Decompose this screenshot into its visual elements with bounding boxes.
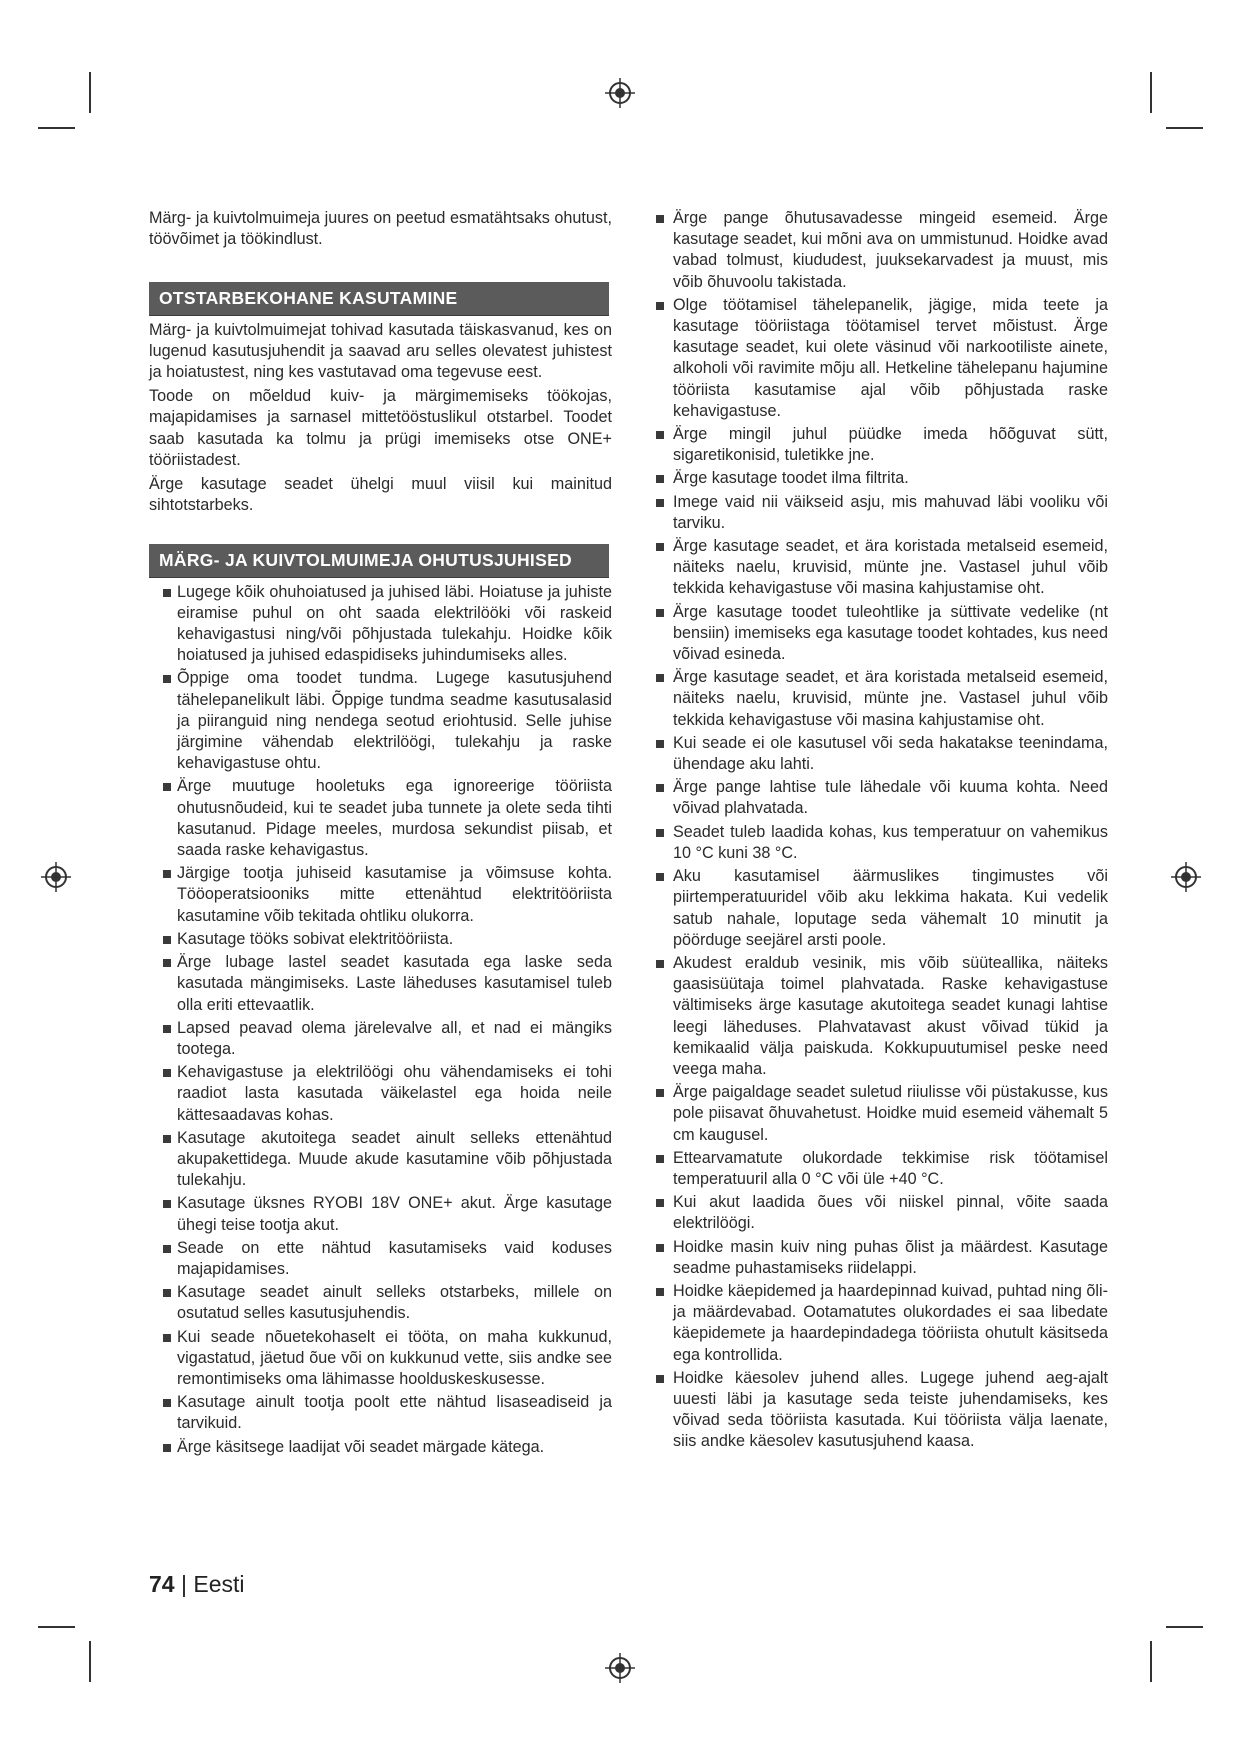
list-item: Lugege kõik ohuhoiatused ja juhised läbi. Hoiatuse ja juhiste eiramise puhul on oht saada elektrilööki või raskeid kehavigastusi ning/või põhjustada tulekahju. Hoidke kõik hoiatused ja juhised edaspidiseks juhindumiseks alles.	[149, 582, 612, 667]
list-item: Olge töötamisel tähelepanelik, jägige, mida teete ja kasutage tööriistaga töötamisel tervet mõistust. Ärge kasutage seadet, kui olete väsinud või narkootiliste ainete, alkoholi või ravimite mõju all. Hetkeline tähelepanu hajumine tööriista kasutamise ajal võib põhjustada raske kehavigastuse.	[653, 295, 1108, 422]
list-item: Kui seade ei ole kasutusel või seda hakatakse teenindama, ühendage aku lahti.	[653, 733, 1108, 775]
crop-mark-top-left-vertical	[89, 72, 91, 113]
list-item: Ärge kasutage seadet, et ära koristada metalseid esemeid, näiteks naelu, kruvisid, münte jne. Vastasel juhul võib tekkida kehavigastuse või masina kahjustamise oht.	[653, 667, 1108, 731]
registration-mark-icon	[605, 78, 635, 108]
list-item: Seadet tuleb laadida kohas, kus temperatuur on vahemikus 10 °C kuni 38 °C.	[653, 822, 1108, 864]
footer-language: Eesti	[193, 1571, 245, 1597]
square-bullet-icon	[163, 870, 171, 878]
square-bullet-icon	[656, 829, 664, 837]
registration-mark-icon	[41, 862, 71, 892]
square-bullet-icon	[656, 1089, 664, 1097]
intended-use-paragraph: Märg- ja kuivtolmuimejat tohivad kasutada täiskasvanud, kes on lugenud kasutusjuhendit ja saavad aru selles olevatest juhistest ja hoiatustest, ning kes vastutavad oma tegevuse eest.	[149, 320, 612, 382]
list-item: Kasutage üksnes RYOBI 18V ONE+ akut. Ärge kasutage ühegi teise tootja akut.	[149, 1193, 612, 1235]
square-bullet-icon	[656, 674, 664, 682]
square-bullet-icon	[656, 740, 664, 748]
crop-mark-bottom-left-vertical	[89, 1641, 91, 1682]
list-item: Õppige oma toodet tundma. Lugege kasutusjuhend tähelepanelikult läbi. Õppige tundma seadme kasutusalasid ja piiranguid ning nendega seotud eriohtusid. Selle juhise järgimine vähendab elektrilöögi, tulekahju ja raske kehavigastuse ohtu.	[149, 668, 612, 774]
intended-use-paragraph: Ärge kasutage seadet ühelgi muul viisil kui mainitud sihtotstarbeks.	[149, 475, 612, 515]
list-item: Ärge kasutage toodet tuleohtlike ja süttivate vedelike (nt bensiin) imemiseks ega kasutage toodet kohtades, kus need võivad esineda.	[653, 602, 1108, 666]
square-bullet-icon	[656, 431, 664, 439]
crop-mark-bottom-right-vertical	[1150, 1641, 1152, 1682]
square-bullet-icon	[163, 959, 171, 967]
footer-separator: |	[174, 1571, 194, 1597]
list-item: Kehavigastuse ja elektrilöögi ohu vähendamiseks ei tohi raadiot lasta kasutada väikelastel ega hoida neile kättesaadavas kohas.	[149, 1062, 612, 1126]
list-item: Hoidke käesolev juhend alles. Lugege juhend aeg-ajalt uuesti läbi ja kasutage seda teiste juhendamiseks, kes võivad seda tööriista kasutada. Kui tööriista välja laenate, siis andke käesolev kasutusjuhend kaasa.	[653, 1368, 1108, 1453]
list-item: Akudest eraldub vesinik, mis võib süüteallika, näiteks gaasisüütaja toimel plahvatada. Raske kehavigastuse vältimiseks ärge kasutage akutoitega seadet kunagi lahtise leegi läheduses. Plahvatavast akust võivad tükid ja kemikaalid välja paiskuda. Kokkupuutumisel peske need veega maha.	[653, 953, 1108, 1080]
registration-mark-icon	[605, 1653, 635, 1683]
list-item: Ärge mingil juhul püüdke imeda hõõguvat sütt, sigaretikonisid, tuletikke jne.	[653, 424, 1108, 466]
square-bullet-icon	[163, 1334, 171, 1342]
square-bullet-icon	[656, 302, 664, 310]
list-item: Järgige tootja juhiseid kasutamise ja võimsuse kohta. Tööoperatsiooniks mitte ettenähtud elektritööriista kasutamine võib tekitada ohtliku olukorra.	[149, 863, 612, 927]
square-bullet-icon	[163, 936, 171, 944]
list-item: Ärge käsitsege laadijat või seadet märgade kätega.	[149, 1437, 612, 1458]
safety-list-right	[653, 208, 1108, 1453]
square-bullet-icon	[656, 1244, 664, 1252]
list-item: Seade on ette nähtud kasutamiseks vaid koduses majapidamises.	[149, 1238, 612, 1280]
crop-mark-bottom-left-horizontal	[38, 1626, 75, 1628]
crop-mark-top-left-horizontal	[38, 127, 75, 129]
square-bullet-icon	[163, 1069, 171, 1077]
list-item: Ettearvamatute olukordade tekkimise risk töötamisel temperatuuril alla 0 °C või üle +40 °C.	[653, 1148, 1108, 1190]
square-bullet-icon	[656, 543, 664, 551]
registration-mark-icon	[1171, 862, 1201, 892]
list-item: Ärge paigaldage seadet suletud riiulisse või püstakusse, kus pole piisavat õhuvahetust. Hoidke muid esemeid vähemalt 5 cm kaugusel.	[653, 1082, 1108, 1146]
square-bullet-icon	[656, 1375, 664, 1383]
square-bullet-icon	[656, 609, 664, 617]
square-bullet-icon	[656, 499, 664, 507]
square-bullet-icon	[163, 783, 171, 791]
square-bullet-icon	[656, 784, 664, 792]
crop-mark-bottom-right-horizontal	[1166, 1626, 1203, 1628]
square-bullet-icon	[656, 1288, 664, 1296]
square-bullet-icon	[163, 1025, 171, 1033]
page-footer	[149, 1571, 245, 1598]
square-bullet-icon	[163, 589, 171, 597]
list-item: Kui seade nõuetekohaselt ei tööta, on maha kukkunud, vigastatud, jäetud õue või on kukkunud vette, siis andke see remontimiseks oma lähimasse hoolduskeskusesse.	[149, 1327, 612, 1391]
list-item: Kasutage tööks sobivat elektritööriista.	[149, 929, 612, 950]
safety-list-left	[149, 582, 612, 1458]
list-item: Lapsed peavad olema järelevalve all, et nad ei mängiks tootega.	[149, 1018, 612, 1060]
list-item: Ärge lubage lastel seadet kasutada ega laske seda kasutada mängimiseks. Laste läheduses kasutamisel tuleb olla eriti ettevaatlik.	[149, 952, 612, 1016]
square-bullet-icon	[163, 1289, 171, 1297]
square-bullet-icon	[163, 1245, 171, 1253]
list-item: Kui akut laadida õues või niiskel pinnal, võite saada elektrilöögi.	[653, 1192, 1108, 1234]
square-bullet-icon	[656, 215, 664, 223]
square-bullet-icon	[163, 1200, 171, 1208]
list-item: Ärge kasutage seadet, et ära koristada metalseid esemeid, näiteks naelu, kruvisid, münte jne. Vastasel juhul võib tekkida kehavigastuse või masina kahjustamise oht.	[653, 536, 1108, 600]
list-item: Ärge pange lahtise tule lähedale või kuuma kohta. Need võivad plahvatada.	[653, 777, 1108, 819]
section-heading-intended-use: OTSTARBEKOHANE KASUTAMINE	[149, 282, 609, 315]
list-item: Ärge muutuge hooletuks ega ignoreerige tööriista ohutusnõudeid, kui te seadet juba tunnete ja olete seda tihti kasutanud. Pidage meeles, murdosa sekundist piisab, et saada raske kehavigastus.	[149, 776, 612, 861]
square-bullet-icon	[163, 1444, 171, 1452]
list-item: Hoidke masin kuiv ning puhas õlist ja määrdest. Kasutage seadme puhastamiseks riidelappi.	[653, 1237, 1108, 1279]
left-column	[149, 208, 612, 1460]
list-item: Kasutage ainult tootja poolt ette nähtud lisaseadiseid ja tarvikuid.	[149, 1392, 612, 1434]
list-item: Kasutage akutoitega seadet ainult selleks ettenähtud akupakettidega. Muude akude kasutamine võib põhjustada tulekahju.	[149, 1128, 612, 1192]
square-bullet-icon	[163, 1399, 171, 1407]
crop-mark-top-right-vertical	[1150, 72, 1152, 113]
square-bullet-icon	[656, 873, 664, 881]
square-bullet-icon	[656, 475, 664, 483]
intro-paragraph: Märg- ja kuivtolmuimeja juures on peetud esmatähtsaks ohutust, töövõimet ja töökindlust.	[149, 209, 612, 249]
list-item: Aku kasutamisel äärmuslikes tingimustes või piirtemperatuuridel võib aku lekkima hakata. Kui vedelik satub nahale, loputage seda vähemalt 10 minutit ja pöörduge seejärel arsti poole.	[653, 866, 1108, 951]
square-bullet-icon	[163, 1135, 171, 1143]
square-bullet-icon	[656, 960, 664, 968]
right-column	[653, 208, 1108, 1455]
list-item: Hoidke käepidemed ja haardepinnad kuivad, puhtad ning õli- ja määrdevabad. Ootamatutes olukordades ei saa libedate käepidemete ja haardepindadega tööriista ohutult käsitseda ega kontrollida.	[653, 1281, 1108, 1366]
list-item: Imege vaid nii väikseid asju, mis mahuvad läbi vooliku või tarviku.	[653, 492, 1108, 534]
square-bullet-icon	[656, 1199, 664, 1207]
crop-mark-top-right-horizontal	[1166, 127, 1203, 129]
page-number: 74	[149, 1571, 175, 1597]
square-bullet-icon	[163, 675, 171, 683]
intended-use-paragraph: Toode on mõeldud kuiv- ja märgimemiseks töökojas, majapidamises ja sarnasel mittetööstuslikul otstarbel. Toodet saab kasutada ka tolmu ja prügi imemiseks otse ONE+ tööriistadest.	[149, 387, 612, 469]
list-item: Ärge kasutage toodet ilma filtrita.	[653, 468, 1108, 489]
list-item: Ärge pange õhutusavadesse mingeid esemeid. Ärge kasutage seadet, kui mõni ava on ummistunud. Hoidke avad vabad tolmust, kiududest, juuksekarvadest ja muust, mis võib õhuvoolu takistada.	[653, 208, 1108, 293]
square-bullet-icon	[656, 1155, 664, 1163]
section-heading-safety-instructions: MÄRG- JA KUIVTOLMUIMEJA OHUTUSJUHISED	[149, 544, 609, 577]
list-item: Kasutage seadet ainult selleks otstarbeks, millele on osutatud selles kasutusjuhendis.	[149, 1282, 612, 1324]
